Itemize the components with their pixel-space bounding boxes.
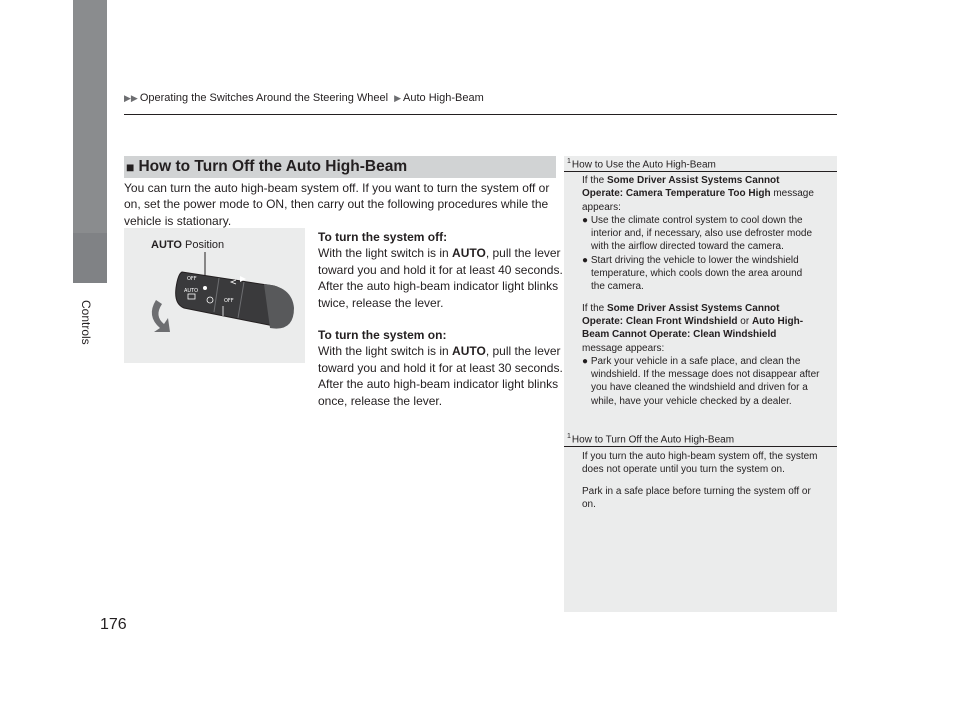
turn-off-line: twice, release the lever. [318, 295, 444, 310]
turn-on-line: After the auto high-beam indicator light blinks [318, 377, 559, 392]
bold-span: Beam Cannot Operate: Clean Windshield [582, 329, 777, 341]
note-line: temperature, which cools down the area around [591, 268, 803, 280]
text-span: , pull the lever [485, 344, 561, 359]
note-ref-icon: 1 [567, 158, 571, 165]
bold-span: Operate: Camera Temperature Too High [582, 188, 771, 200]
text-span: With the light switch is in [318, 344, 453, 359]
note-line: while, have your vehicle checked by a dealer. [591, 395, 792, 407]
lever-label-off: OFF [187, 276, 197, 282]
note-line [582, 328, 832, 341]
auto-bold: AUTO [452, 246, 486, 261]
note-line: windshield. If the message does not disappear after [591, 369, 820, 381]
procedure-text [318, 229, 568, 409]
square-bullet-icon: ■ [126, 159, 135, 175]
turn-on-title: To turn the system on: [318, 328, 447, 343]
figure-caption-rest: Position [181, 239, 225, 251]
note-line [582, 315, 832, 328]
turn-off-line [318, 245, 568, 261]
bullet-icon: ● [582, 254, 591, 266]
note-rule [564, 171, 837, 172]
note-title: How to Turn Off the Auto High-Beam [571, 434, 735, 446]
lever-label-off-2: OFF [224, 298, 234, 304]
note-line: does not operate until you turn the system on. [582, 464, 785, 476]
section-heading [124, 156, 556, 178]
breadcrumb-item: Auto High-Beam [403, 92, 484, 104]
text-span: If the [582, 302, 608, 314]
note-line [582, 302, 832, 315]
bold-span: Operate: Clean Front Windshield [582, 315, 738, 327]
intro-line: vehicle is stationary. [124, 213, 232, 228]
bold-span: Some Driver Assist Systems Cannot [607, 175, 780, 186]
lever-illustration [124, 228, 305, 363]
note-body [582, 174, 832, 408]
text-span: message [770, 188, 814, 200]
note-ref-icon: 1 [567, 433, 571, 440]
note-line: Park in a safe place before turning the system off or [582, 485, 811, 497]
turn-off-line: After the auto high-beam indicator light blinks [318, 279, 559, 294]
note-line: on. [582, 498, 596, 510]
section-label: Controls [79, 300, 93, 345]
breadcrumb-arrow-icon: ▶▶ [124, 92, 138, 103]
bullet-icon: ● [582, 355, 591, 367]
turn-on-line: once, release the lever. [318, 393, 443, 408]
note-line: interior and, if necessary, also use defroster mode [591, 228, 813, 240]
figure-caption-bold: AUTO [151, 239, 182, 251]
auto-bold: AUTO [452, 344, 486, 359]
note-heading [567, 433, 734, 445]
note-line: If you turn the auto high-beam system off, the system [582, 451, 818, 462]
breadcrumb [124, 92, 490, 104]
header-rule [124, 114, 837, 115]
breadcrumb-arrow-icon: ▶ [394, 92, 402, 103]
bold-span: Some Driver Assist Systems Cannot [607, 302, 780, 314]
bullet-icon: ● [582, 214, 591, 226]
lever-figure [124, 228, 305, 363]
turn-off-line: toward you and hold it for at least 40 seconds. [318, 262, 563, 277]
bullet-item [582, 254, 832, 267]
section-heading-text: How to Turn Off the Auto High-Beam [138, 158, 408, 175]
note-line: with the airflow directed toward the camera. [591, 241, 784, 253]
note-body [582, 450, 832, 511]
bullet-item [582, 214, 832, 227]
note-heading [567, 158, 716, 170]
note-line: appears: [582, 201, 621, 213]
breadcrumb-item: Operating the Switches Around the Steering Wheel [139, 92, 389, 104]
lever-label-auto: AUTO [184, 288, 199, 294]
intro-line: You can turn the auto high-beam system off. If you want to turn the system off or [124, 181, 550, 195]
page-number: 176 [100, 616, 127, 633]
intro-paragraph [124, 180, 564, 229]
note-title: How to Use the Auto High-Beam [571, 159, 716, 171]
turn-on-line [318, 343, 568, 359]
note-rule [564, 446, 837, 447]
section-tab [73, 233, 107, 283]
note-line: the camera. [591, 281, 644, 293]
note-line: you have cleaned the windshield and driven for a [591, 382, 808, 394]
note-line [582, 174, 832, 187]
text-span: If the [582, 175, 608, 186]
text-span: , pull the lever [485, 246, 561, 261]
turn-off-title: To turn the system off: [318, 230, 448, 244]
text-span: Start driving the vehicle to lower the windshield [590, 254, 799, 266]
text-span: Park your vehicle in a safe place, and clean the [590, 355, 801, 367]
turn-on-line: toward you and hold it for at least 30 seconds. [318, 360, 563, 375]
intro-line: on, set the power mode to ON, then carry out the following procedures while the [124, 197, 549, 212]
text-span: Use the climate control system to cool down the [590, 214, 803, 226]
bullet-item [582, 355, 832, 368]
note-line: message appears: [582, 342, 665, 354]
text-span: With the light switch is in [318, 246, 453, 261]
bold-span: Auto High- [751, 315, 804, 327]
note-line [582, 187, 832, 200]
text-span: or [737, 315, 752, 327]
